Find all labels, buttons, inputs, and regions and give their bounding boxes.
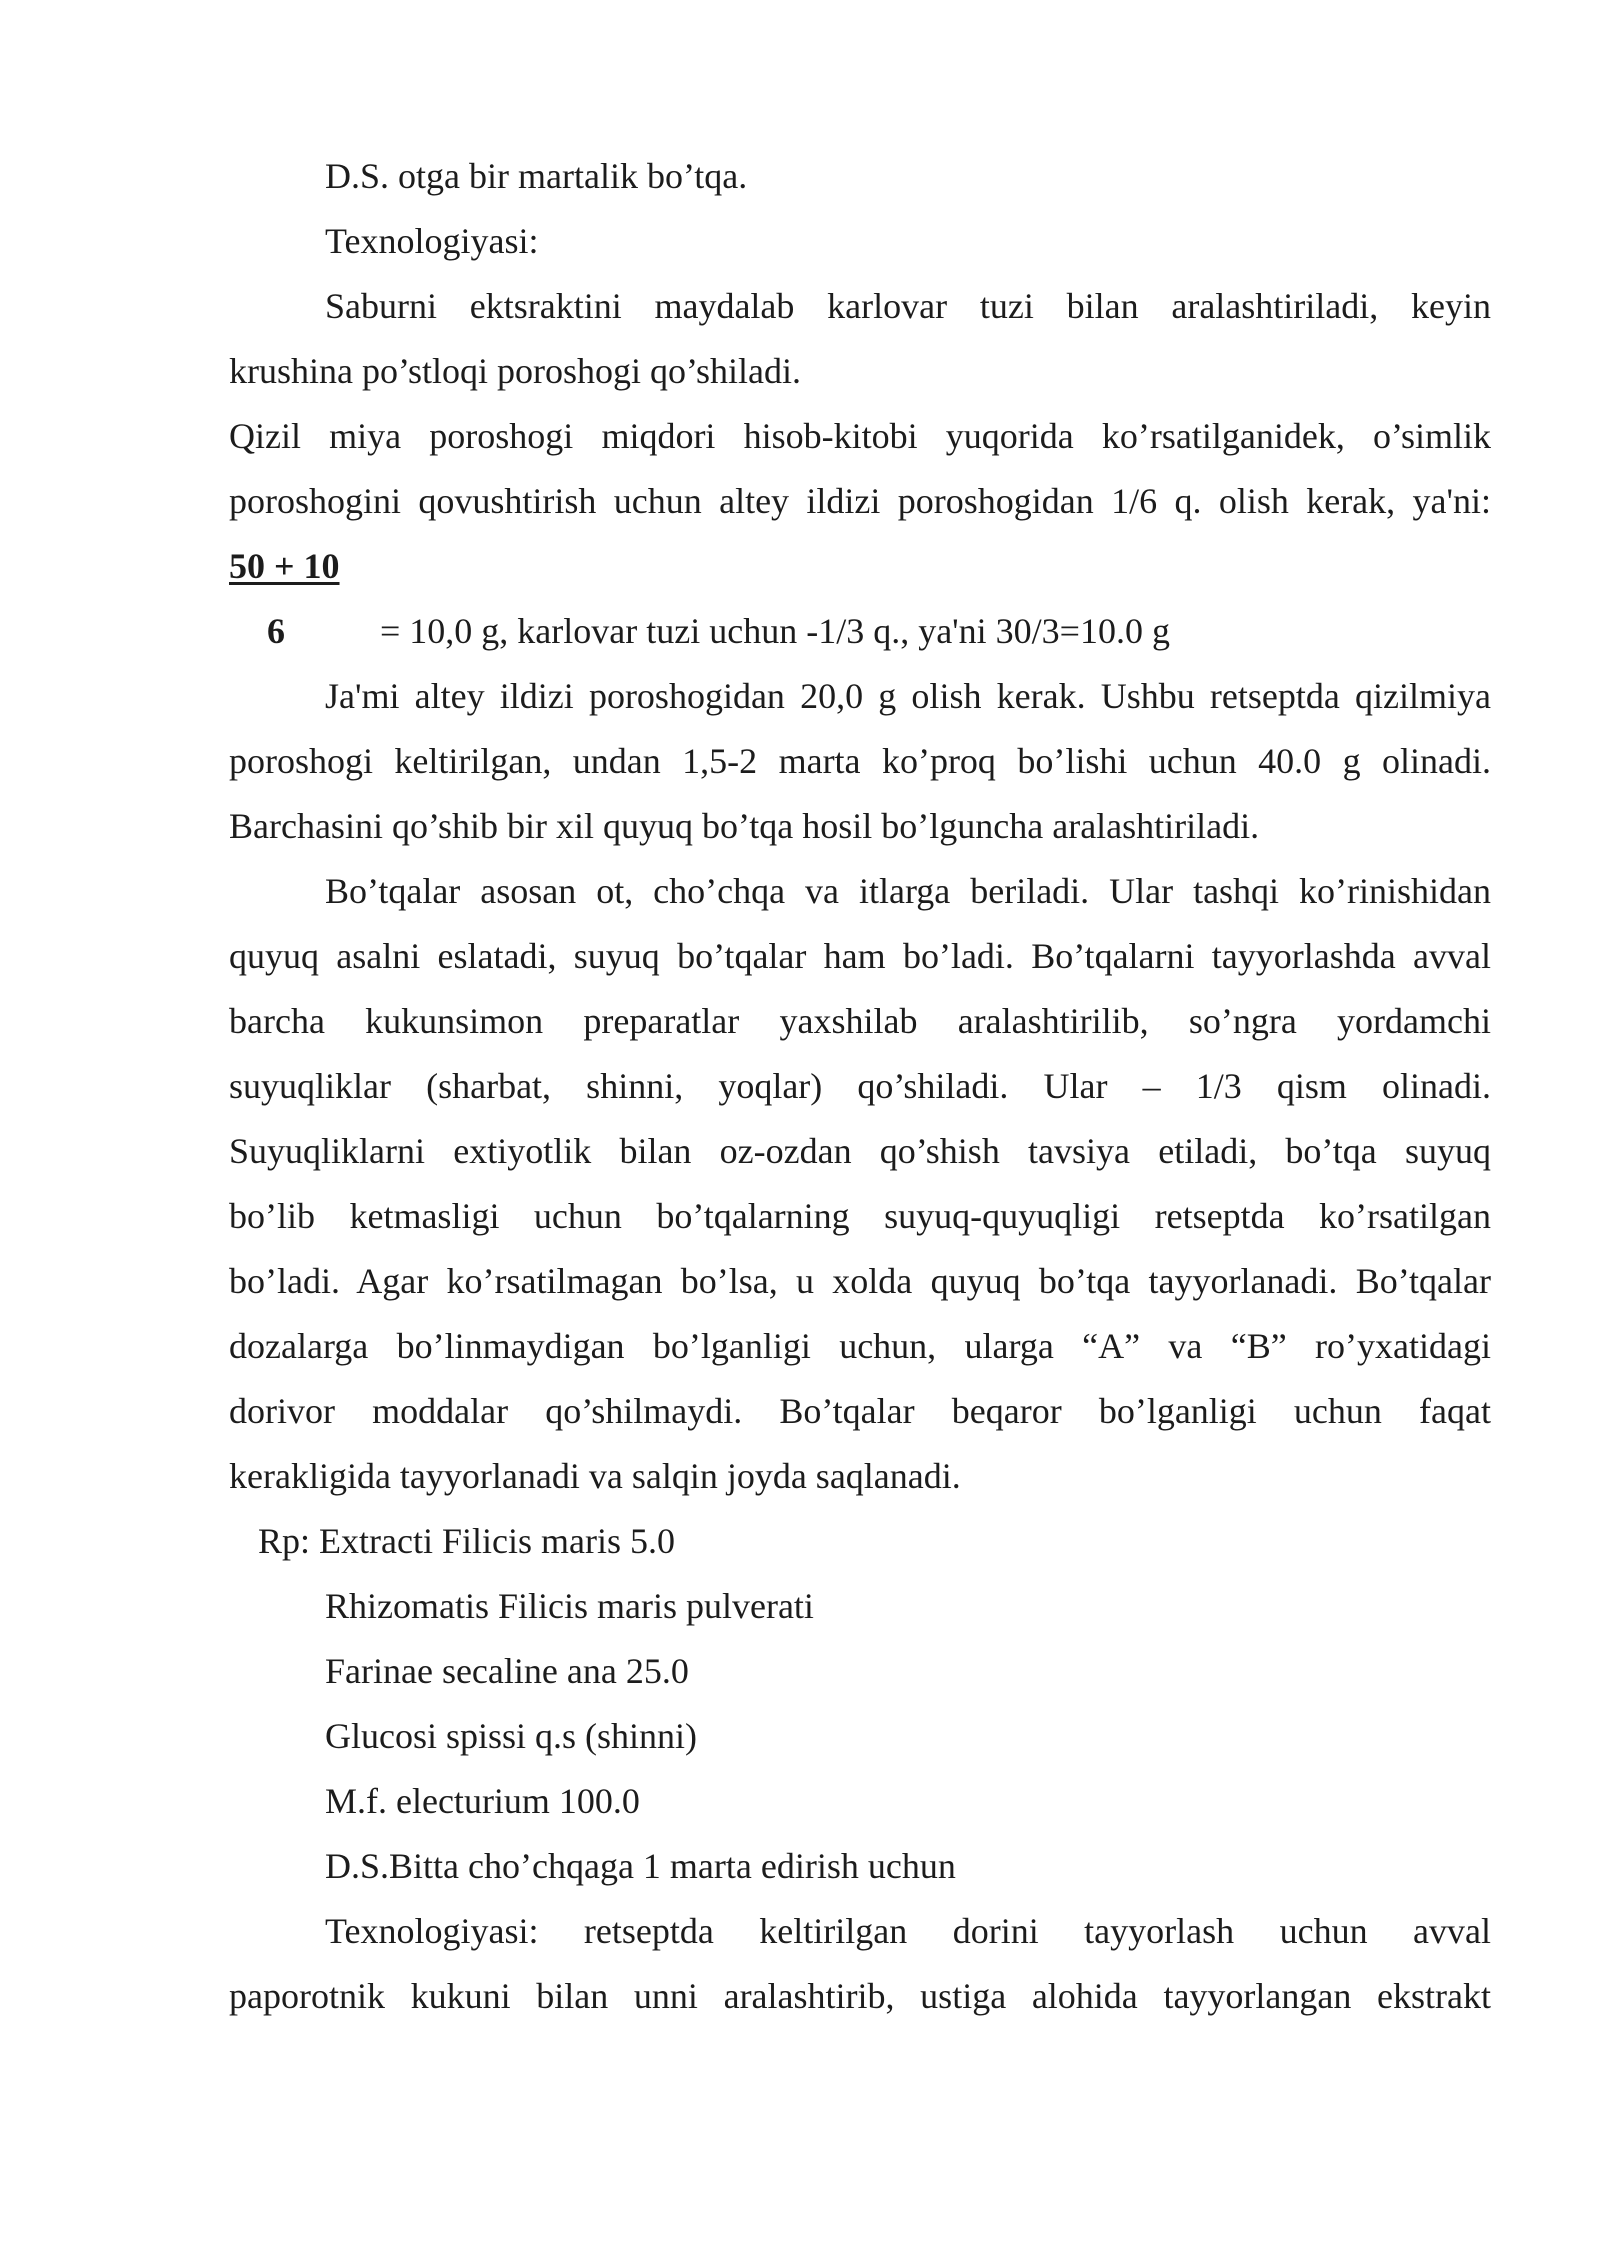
text-line: paporotnik kukuni bilan unni aralashtirib, ustiga alohida tayyorlangan ekstrakt <box>229 1976 1491 2016</box>
text-line: Texnologiyasi: retseptda keltirilgan dorini tayyorlash uchun avval <box>325 1911 1491 1951</box>
text-line: Barchasini qo’shib bir xil quyuq bo’tqa hosil bo’lguncha aralashtiriladi. <box>229 806 1260 846</box>
fraction-numerator <box>229 544 1491 588</box>
text-line: kerakligida tayyorlanadi va salqin joyda saqlanadi. <box>229 1456 961 1496</box>
text-line: poroshogini qovushtirish uchun altey ildizi poroshogidan 1/6 q. olish kerak, ya'ni: <box>229 481 1491 521</box>
fraction-denominator: 6 <box>267 611 285 651</box>
text-line: dorivor moddalar qo’shilmaydi. Bo’tqalar beqaror bo’lganligi uchun faqat <box>229 1391 1491 1431</box>
recipe-line: Farinae secaline ana 25.0 <box>325 1651 689 1691</box>
text-line: poroshogi keltirilgan, undan 1,5-2 marta ko’proq bo’lishi uchun 40.0 g olinadi. <box>229 741 1491 781</box>
recipe-line: M.f. electurium 100.0 <box>325 1781 640 1821</box>
text-line: dozalarga bo’linmaydigan bo’lganligi uchun, ularga “A” va “B” ro’yxatidagi <box>229 1326 1491 1366</box>
text-line: D.S. otga bir martalik bo’tqa. <box>325 156 748 196</box>
recipe-line: Glucosi spissi q.s (shinni) <box>325 1716 698 1756</box>
text-line: Qizil miya poroshogi miqdori hisob-kitobi yuqorida ko’rsatilganidek, o’simlik <box>229 416 1491 456</box>
text-line: Suyuqliklarni extiyotlik bilan oz-ozdan qo’shish tavsiya etiladi, bo’tqa suyuq <box>229 1131 1491 1171</box>
section-heading: Texnologiyasi: <box>325 221 539 261</box>
text-line: Bo’tqalar asosan ot, cho’chqa va itlarga beriladi. Ular tashqi ko’rinishidan <box>325 871 1491 911</box>
recipe-line: D.S.Bitta cho’chqaga 1 marta edirish uchun <box>325 1846 956 1886</box>
text-line: krushina po’stloqi poroshogi qo’shiladi. <box>229 351 801 391</box>
fraction-result: = 10,0 g, karlovar tuzi uchun -1/3 q., ya'ni 30/3=10.0 g <box>380 611 1170 651</box>
text-line: barcha kukunsimon preparatlar yaxshilab aralashtirilib, so’ngra yordamchi <box>229 1001 1491 1041</box>
text-line: suyuqliklar (sharbat, shinni, yoqlar) qo’shiladi. Ular – 1/3 qism olinadi. <box>229 1066 1491 1106</box>
text-line: bo’ladi. Agar ko’rsatilmagan bo’lsa, u xolda quyuq bo’tqa tayyorlanadi. Bo’tqalar <box>229 1261 1491 1301</box>
text-line: Saburni ektsraktini maydalab karlovar tuzi bilan aralashtiriladi, keyin <box>325 286 1491 326</box>
text-line: Ja'mi altey ildizi poroshogidan 20,0 g olish kerak. Ushbu retseptda qizilmiya <box>325 676 1491 716</box>
recipe-line: Rp: Extracti Filicis maris 5.0 <box>258 1521 675 1561</box>
fraction-numerator-text: 50 + 10 <box>229 546 340 586</box>
recipe-line: Rhizomatis Filicis maris pulverati <box>325 1586 814 1626</box>
text-line: quyuq asalni eslatadi, suyuq bo’tqalar ham bo’ladi. Bo’tqalarni tayyorlashda avval <box>229 936 1491 976</box>
text-line: bo’lib ketmasligi uchun bo’tqalarning suyuq-quyuqligi retseptda ko’rsatilgan <box>229 1196 1491 1236</box>
